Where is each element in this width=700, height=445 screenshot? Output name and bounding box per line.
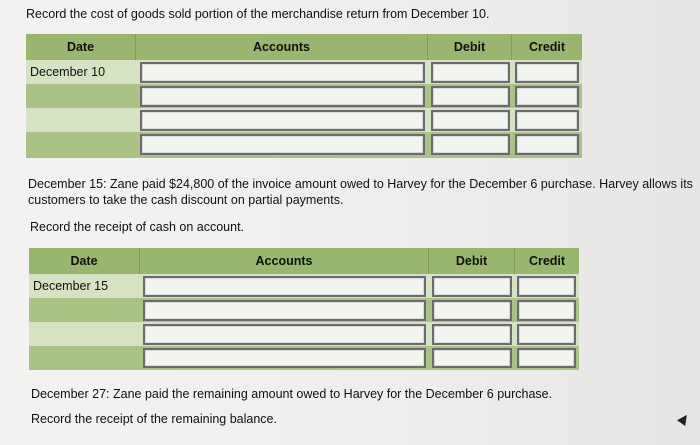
debit-input[interactable] <box>432 300 512 321</box>
journal-table-dec15 <box>29 248 579 370</box>
instruction-dec15: Record the receipt of cash on account. <box>30 220 245 234</box>
header-credit: Credit <box>515 248 579 274</box>
debit-input[interactable] <box>431 62 510 83</box>
account-input[interactable] <box>140 110 425 131</box>
debit-input[interactable] <box>432 324 512 345</box>
credit-input[interactable] <box>517 276 576 297</box>
account-input[interactable] <box>140 62 425 83</box>
debit-input[interactable] <box>431 86 510 107</box>
account-input[interactable] <box>143 276 426 297</box>
header-debit: Debit <box>429 248 515 274</box>
credit-input[interactable] <box>515 62 579 83</box>
credit-input[interactable] <box>517 348 576 368</box>
credit-input[interactable] <box>515 86 579 107</box>
credit-input[interactable] <box>515 110 579 131</box>
credit-input[interactable] <box>515 134 579 155</box>
header-date: Date <box>26 34 136 60</box>
account-input[interactable] <box>143 348 426 368</box>
paragraph-dec27: December 27: Zane paid the remaining amount owed to Harvey for the December 6 purchase. <box>31 387 553 401</box>
account-input[interactable] <box>143 324 426 345</box>
debit-input[interactable] <box>431 110 510 131</box>
debit-input[interactable] <box>432 276 512 297</box>
credit-input[interactable] <box>517 324 576 345</box>
date-cell: December 10 <box>30 65 106 79</box>
header-accounts: Accounts <box>140 248 429 274</box>
instruction-cogs: Record the cost of goods sold portion of the merchandise return from December 10. <box>26 7 490 21</box>
instruction-dec27: Record the receipt of the remaining balance. <box>31 412 277 426</box>
account-input[interactable] <box>140 134 425 155</box>
account-input[interactable] <box>140 86 425 107</box>
account-input[interactable] <box>143 300 426 321</box>
paragraph-dec15: December 15: Zane paid $24,800 of the invoice amount owed to Harvey for the December 6 purchase. Harvey allows its customers to take the cash discount on partial payments. <box>28 177 693 207</box>
debit-input[interactable] <box>431 134 510 155</box>
debit-input[interactable] <box>432 348 512 368</box>
header-date: Date <box>29 248 140 274</box>
mouse-cursor-icon <box>677 412 691 426</box>
header-credit: Credit <box>512 34 582 60</box>
header-accounts: Accounts <box>136 34 428 60</box>
journal-table-dec10 <box>26 34 582 158</box>
date-cell: December 15 <box>33 279 109 293</box>
header-debit: Debit <box>428 34 512 60</box>
credit-input[interactable] <box>517 300 576 321</box>
